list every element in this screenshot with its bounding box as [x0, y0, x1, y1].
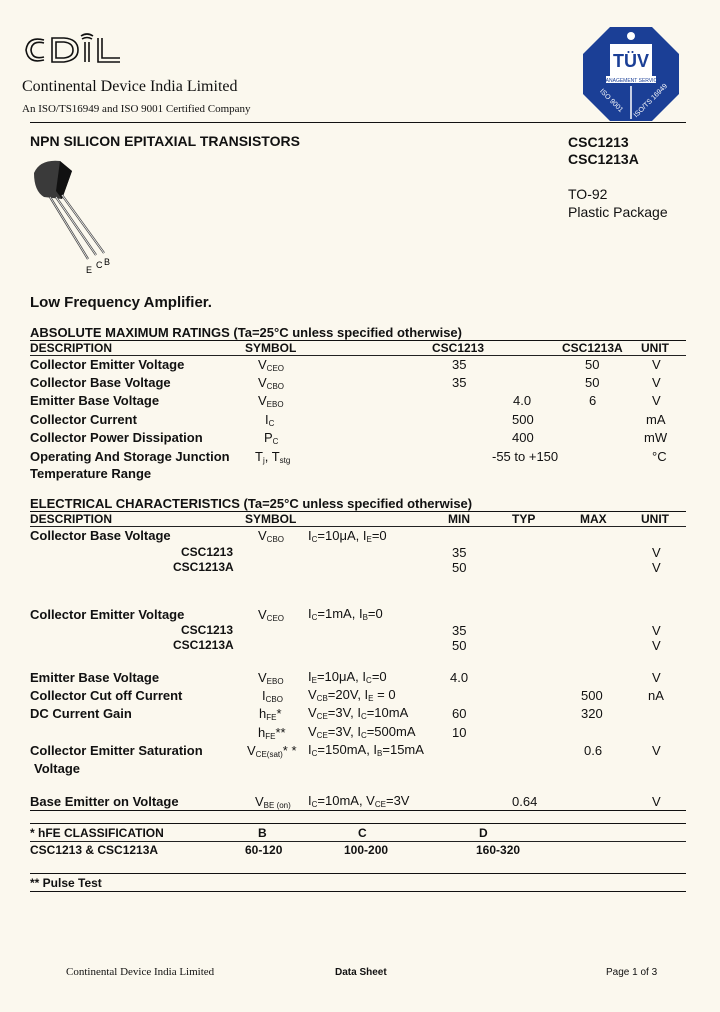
abs-col-description: DESCRIPTION	[30, 341, 113, 355]
elec-unit: V	[652, 623, 661, 638]
elec-unit: V	[652, 670, 661, 685]
pin-c-label: C	[96, 260, 103, 270]
row-symbol: $V_{CBO}$	[258, 375, 285, 391]
cdil-logo	[22, 30, 126, 83]
elec-row-condition: $I_E=10\mu A$, $I_C=0$	[308, 669, 387, 685]
footer-doc: Data Sheet	[335, 967, 387, 978]
part-label: CSC1213A	[173, 560, 234, 574]
hfe-value-b: 60-120	[245, 843, 283, 857]
elec-row-description: Base Emitter on Voltage	[30, 794, 179, 809]
elec-row-description: Collector Emitter Voltage	[30, 607, 185, 622]
hfe-top-rule	[30, 823, 686, 824]
elec-header-rule	[30, 526, 686, 527]
elec-col-unit: UNIT	[641, 512, 669, 526]
elec-unit: V	[652, 638, 661, 653]
row-description: Collector Current	[30, 412, 137, 427]
part-label: CSC1213	[181, 545, 234, 559]
footer-page: Page 1 of 3	[606, 967, 658, 978]
elec-row-description: DC Current Gain	[30, 706, 132, 721]
elec-row-symbol: $V_{CE(sat)}*$ *	[247, 743, 297, 759]
row-value-2: 50	[585, 375, 600, 390]
elec-row-symbol: $V_{EBO}$	[258, 670, 284, 686]
elec-row-description: Collector Base Voltage	[30, 528, 171, 543]
row-value-1: 35	[452, 375, 467, 390]
row-value-1: 4.0	[513, 393, 532, 408]
hfe-value-d: 160-320	[476, 843, 521, 857]
cdil-logo-mark	[22, 30, 126, 78]
elec-typ: 0.64	[512, 794, 538, 809]
pulse-top-rule	[30, 873, 686, 874]
pin-e-label: E	[86, 265, 93, 275]
abs-col-part2: CSC1213A	[562, 341, 623, 355]
hfe-title: * hFE CLASSIFICATION	[30, 826, 164, 840]
elec-unit: nA	[648, 688, 664, 703]
elec-col-symbol: SYMBOL	[245, 512, 297, 526]
elec-heading: ELECTRICAL CHARACTERISTICS (Ta=25°C unless specified otherwise)	[30, 496, 473, 511]
tuv-left: ISO 9001	[598, 88, 624, 114]
row-unit: V	[652, 357, 661, 372]
elec-col-max: MAX	[580, 512, 607, 526]
pin-b-label: B	[104, 257, 111, 267]
pulse-bottom-rule	[30, 891, 686, 892]
elec-row-description-line2: Voltage	[34, 761, 80, 776]
row-unit: V	[652, 375, 661, 390]
elec-min: 35	[452, 545, 467, 560]
elec-row-symbol: $V_{BE (on)}$	[255, 794, 291, 810]
package-type: TO-92	[568, 186, 608, 202]
transistor-icon	[30, 157, 130, 277]
elec-min: 50	[452, 638, 467, 653]
row-value-1: -55 to +150	[492, 449, 559, 464]
elec-row-symbol: $V_{CBO}$	[258, 528, 285, 544]
row-symbol: $P_C$	[264, 430, 279, 446]
elec-row-symbol: $I_{CBO}$	[262, 688, 283, 704]
elec-row-symbol: $h_{FE}*$	[259, 706, 282, 722]
tuv-right: ISO/TS 16949	[632, 82, 670, 120]
elec-col-min: MIN	[448, 512, 470, 526]
row-description: Operating And Storage Junction	[30, 449, 230, 464]
abs-max-header-rule	[30, 355, 686, 356]
elec-row-condition: $I_C=150mA$, $I_B=15mA$	[308, 742, 424, 758]
package-desc: Plastic Package	[568, 204, 668, 220]
elec-row-symbol: $h_{FE}**$	[258, 725, 286, 741]
company-name: Continental Device India Limited	[22, 78, 238, 95]
footer-company: Continental Device India Limited	[66, 966, 215, 978]
elec-unit: V	[652, 560, 661, 575]
elec-max: 500	[581, 688, 603, 703]
row-unit: mW	[644, 430, 668, 445]
hfe-col-d: D	[479, 826, 488, 840]
elec-row-condition: $V_{CE}=3V$, $I_C=10mA$	[308, 705, 409, 721]
elec-min: 10	[452, 725, 467, 740]
row-value-2: 50	[585, 357, 600, 372]
elec-col-description: DESCRIPTION	[30, 512, 113, 526]
hfe-value-c: 100-200	[344, 843, 389, 857]
elec-min: 50	[452, 560, 467, 575]
hfe-col-b: B	[258, 826, 267, 840]
part-label: CSC1213A	[173, 638, 234, 652]
application-text: Low Frequency Amplifier.	[30, 294, 212, 311]
hfe-col-c: C	[358, 826, 367, 840]
elec-max: 0.6	[584, 743, 603, 758]
elec-row-condition: $I_C=10\mu A$, $I_E=0$	[308, 528, 387, 544]
tuv-sub: MANAGEMENT SERVICE	[601, 78, 661, 84]
part-number-1: CSC1213	[568, 134, 629, 150]
certification-line: An ISO/TS16949 and ISO 9001 Certified Company	[22, 103, 251, 115]
elec-row-symbol: $V_{CEO}$	[258, 607, 285, 623]
row-description-line2: Temperature Range	[30, 466, 152, 481]
elec-unit: V	[652, 545, 661, 560]
row-unit: mA	[646, 412, 666, 427]
row-unit: °C	[652, 449, 667, 464]
abs-col-symbol: SYMBOL	[245, 341, 297, 355]
to92-package-illustration	[30, 157, 130, 282]
abs-col-unit: UNIT	[641, 341, 669, 355]
part-number-2: CSC1213A	[568, 151, 639, 167]
elec-row-description: Collector Emitter Saturation	[30, 743, 203, 758]
abs-max-heading: ABSOLUTE MAXIMUM RATINGS (Ta=25°C unless specified otherwise)	[30, 325, 462, 340]
row-description: Collector Power Dissipation	[30, 430, 203, 445]
row-symbol: $I_C$	[265, 412, 275, 428]
elec-min: 35	[452, 623, 467, 638]
row-value-1: 400	[512, 430, 534, 445]
row-description: Emitter Base Voltage	[30, 393, 160, 408]
row-description: Collector Emitter Voltage	[30, 357, 185, 372]
elec-min: 4.0	[450, 670, 469, 685]
row-symbol: $T_j$, $T_{stg}$	[255, 449, 291, 465]
row-value-2: 6	[589, 393, 597, 408]
tuv-badge	[580, 24, 682, 129]
elec-unit: V	[652, 743, 661, 758]
elec-bottom-rule	[30, 810, 686, 811]
row-symbol: $V_{EBO}$	[258, 393, 284, 409]
elec-min: 60	[452, 706, 467, 721]
row-value-1: 500	[512, 412, 534, 427]
header-divider	[30, 122, 686, 123]
row-description: Collector Base Voltage	[30, 375, 171, 390]
elec-unit: V	[652, 794, 661, 809]
row-value-1: 35	[452, 357, 467, 372]
elec-col-typ: TYP	[512, 512, 536, 526]
pulse-note: ** Pulse Test	[30, 876, 102, 890]
page-title: NPN SILICON EPITAXIAL TRANSISTORS	[30, 133, 300, 149]
abs-col-part1: CSC1213	[432, 341, 485, 355]
elec-row-condition: $I_C=1mA$, $I_B=0$	[308, 606, 383, 622]
elec-row-condition: $V_{CE}=3V$, $I_C=500mA$	[308, 724, 416, 740]
tuv-badge-icon	[580, 24, 682, 124]
tuv-text: TÜV	[613, 51, 649, 71]
part-label: CSC1213	[181, 623, 234, 637]
elec-row-condition: $I_C=10mA$, $V_{CE}=3V$	[308, 793, 410, 809]
row-symbol: $V_{CEO}$	[258, 357, 285, 373]
hfe-parts: CSC1213 & CSC1213A	[30, 843, 159, 857]
elec-row-condition: $V_{CB}=20V$, $I_E = 0$	[308, 687, 396, 703]
row-unit: V	[652, 393, 661, 408]
elec-row-description: Collector Cut off Current	[30, 688, 183, 703]
elec-max: 320	[581, 706, 603, 721]
hfe-header-rule	[30, 841, 686, 842]
elec-row-description: Emitter Base Voltage	[30, 670, 160, 685]
